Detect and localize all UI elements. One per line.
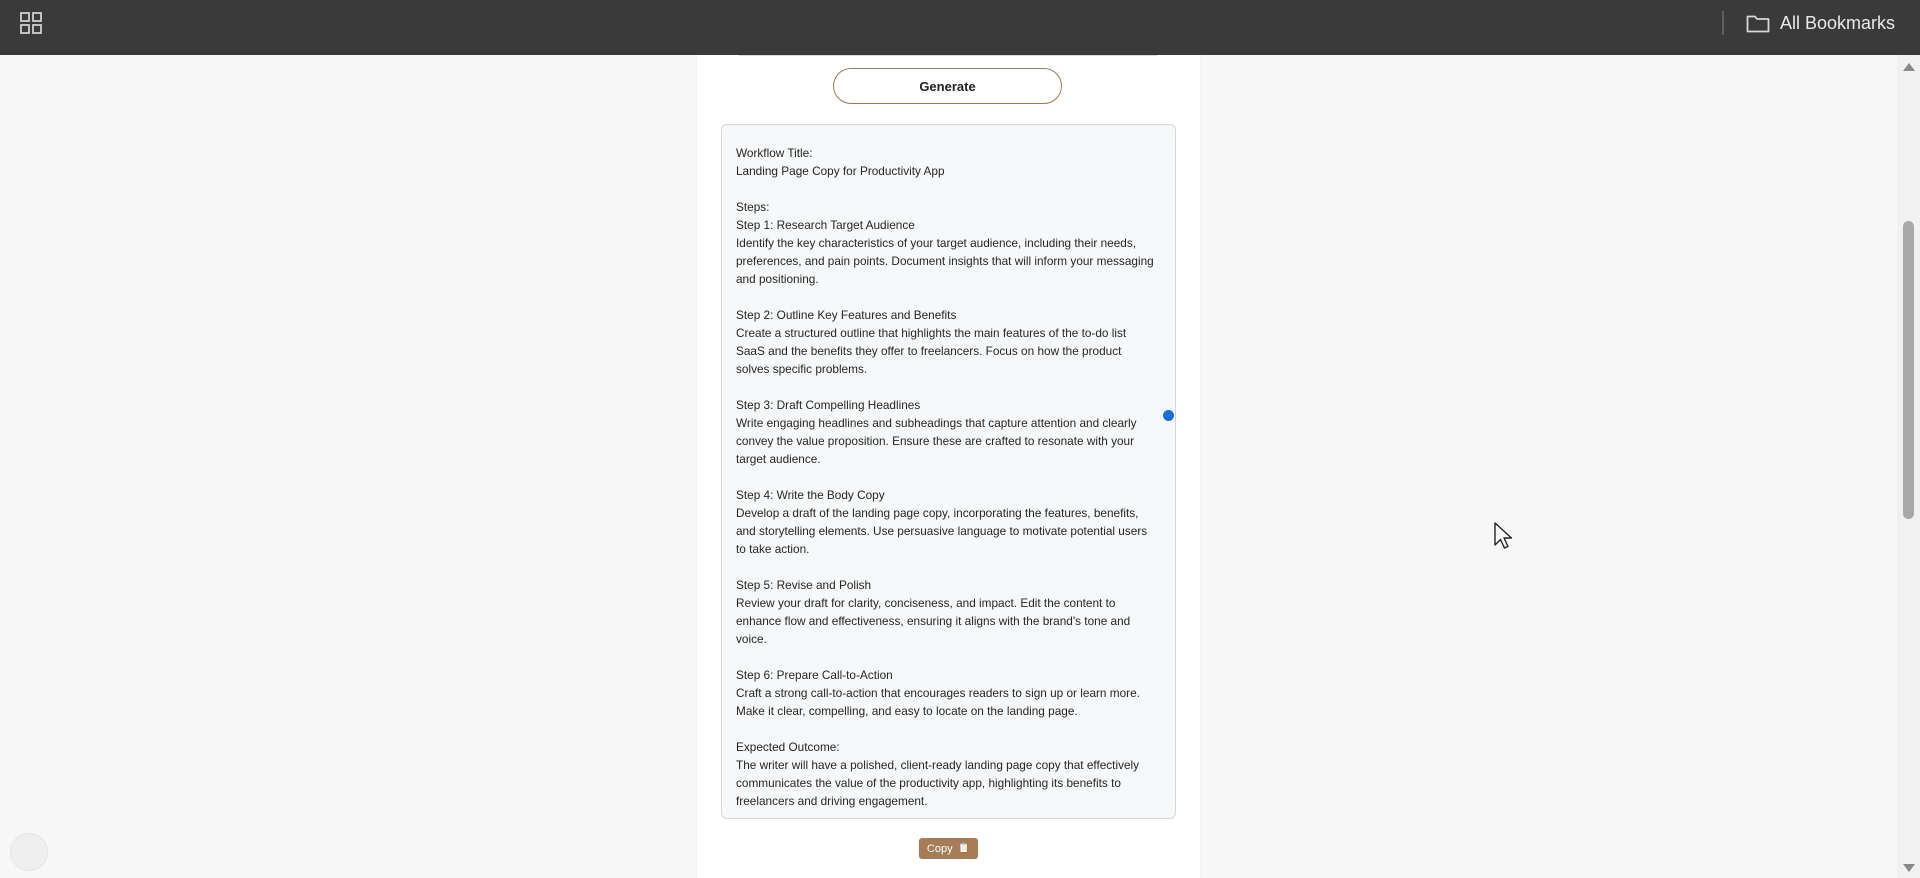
- workflow-output-box[interactable]: [721, 124, 1176, 819]
- toolbar-divider: [1722, 11, 1724, 35]
- folder-icon: [1746, 13, 1770, 33]
- page-scrollbar[interactable]: [1897, 55, 1920, 878]
- mouse-cursor-icon: [1493, 521, 1515, 551]
- resize-handle[interactable]: [1163, 410, 1174, 421]
- copy-label: Copy: [926, 842, 953, 855]
- copy-button[interactable]: [919, 838, 978, 859]
- all-bookmarks-button[interactable]: [1746, 10, 1895, 36]
- all-bookmarks-label: All Bookmarks: [1780, 12, 1896, 33]
- generate-button[interactable]: Generate: [833, 68, 1062, 104]
- workflow-output-text: Workflow Title: Landing Page Copy for Productivity App Steps: Step 1: Research Target Audience Identify the key characteristics of your target audience, including their needs, preferences, and pain points. Document insights that will inform your messaging and positioning. Step 2: Outline Key Features and Benefits Create a structured outline that highlights the main features of the to-do list SaaS and the benefits they offer to freelancers. Focus on how the product solves specific problems. Step 3: Draft Compelling Headlines Write engaging headlines and subheadings that capture attention and clearly convey the value proposition. Ensure these are crafted to resonate with your target audience. Step 4: Write the Body Copy Develop a draft of the landing page copy, incorporating the features, benefits, and storytelling elements. Use persuasive language to motivate potential users to take action. Step 5: Revise and Polish Review your draft for clarity, conciseness, and impact. Edit the content to enhance flow and effectiveness, ensuring it aligns with the brand's tone and voice. Step 6: Prepare Call-to-Action Craft a strong call-to-action that encourages readers to sign up or learn more. Make it clear, compelling, and easy to locate on the landing page. Expected Outcome: The writer will have a polished, client-ready landing page copy that effectively communicates the value of the productivity app, highlighting its benefits to freelancers and driving engagement.: [736, 146, 1154, 808]
- scrollbar-thumb[interactable]: [1903, 221, 1914, 519]
- floating-assistant-button[interactable]: [10, 833, 48, 871]
- clipboard-icon: 📋: [957, 843, 971, 854]
- scroll-down-arrow-icon[interactable]: [1903, 864, 1915, 872]
- grid-apps-icon[interactable]: [20, 12, 42, 34]
- input-bottom-border: [739, 55, 1157, 56]
- top-bar: [0, 0, 1920, 55]
- workflow-card: [697, 55, 1200, 878]
- scroll-up-arrow-icon[interactable]: [1903, 63, 1915, 71]
